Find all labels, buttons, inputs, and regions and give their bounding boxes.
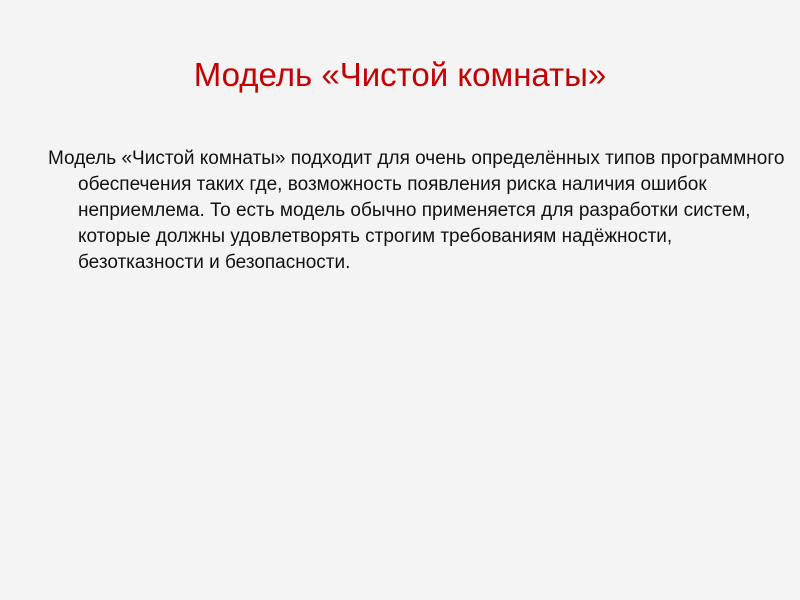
slide-body-text: Модель «Чистой комнаты» подходит для очень определённых типов программного обеспечения таких где, возможность появления риска наличия ошибок неприемлема. То есть модель обычно применяется для разработки систем, которые должны удовлетворять строгим требованиям надёжности, безотказности и безопасности. bbox=[48, 148, 785, 273]
slide-title: Модель «Чистой комнаты» bbox=[193, 56, 607, 93]
